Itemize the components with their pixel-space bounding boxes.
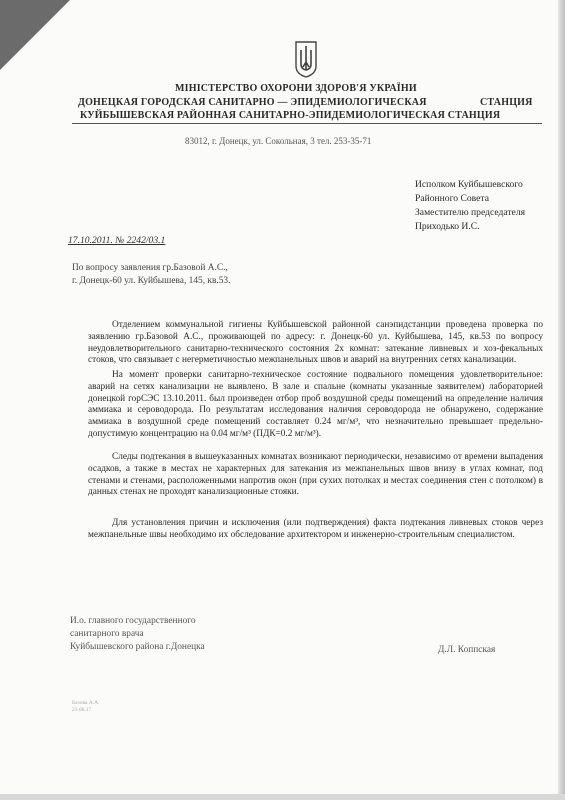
recipient-line: Заместителю председателя	[415, 207, 526, 218]
body-paragraph: Для установления причин и исключения (или подтверждения) факта подтекания ливневых стоков через межпанельные швы необходимо их обследование архитектором и инженерно-строительным специалистом.	[88, 518, 543, 540]
trident-emblem-icon	[293, 40, 319, 78]
outgoing-reference: 17.10.2011. № 2242/03.1	[68, 235, 166, 246]
header-district-station: КУЙБЫШЕВСКАЯ РАЙОННАЯ САНИТАРНО-ЭПИДЕМИОЛОГИЧЕСКАЯ СТАНЦИЯ	[80, 110, 501, 121]
signatory-line: И.о. главного государственного	[70, 616, 196, 626]
recipient-line: Исполком Куйбышевского	[415, 179, 523, 190]
body-paragraph: Следы подтекания в вышеуказанных комнатах возникают периодически, независимо от времени выпадения осадков, а также в местах не характерных для затекания из межпанельных швов внизу в углах комнат, под стенами и стенами, расположенными напротив окон (при сухих потолках и местах соединения стен с потолком) в данных стенах не проходят канализационные стояки.	[88, 452, 543, 498]
subject-block	[72, 262, 230, 288]
recipient-line: Приходько И.С.	[415, 221, 480, 232]
signatory-line: Куйбышевского района г.Донецка	[70, 642, 205, 652]
recipient-block	[415, 178, 525, 234]
header-ministry: МІНІСТЕРСТВО ОХОРОНИ ЗДОРОВ'Я УКРАЇНИ	[175, 83, 417, 94]
header-city-station-suffix: СТАНЦИЯ	[480, 97, 533, 108]
body-paragraph: На момент проверки санитарно-техническое состояние подвального помещения удовлетворительное: аварий на сетях канализации не выявлено. В зале и спальне (комнаты указанные заявителем) лабораторией донецкой горСЭС 13.10.2011. был произведен отбор проб воздушной среды помещений на определение наличия аммиака и сероводорода. По результатам исследования наличия сероводорода не обнаружено, содержание аммиака в воздушной среде помещений составляет 0.24 мг/м³, что незначительно превышает предельно-допустимую концентрацию на 0.04 мг/м³ (ПДК=0.2 мг/м³).	[88, 370, 543, 439]
subject-line: По вопросу заявления гр.Базовой А.С.,	[72, 263, 228, 273]
executor-line: Базова А.А.	[72, 700, 100, 706]
folded-corner	[0, 0, 70, 70]
header-address: 83012, г. Донецк, ул. Сокольная, 3 тел. 253-35-71	[185, 136, 372, 146]
scan-edge-bottom	[0, 794, 565, 800]
signatory-title	[70, 615, 205, 654]
subject-line: г. Донецк-60 ул. Куйбышева, 145, кв.53.	[72, 276, 231, 286]
executor-note	[72, 700, 100, 714]
body-paragraph: Отделением коммунальной гигиены Куйбышевской районной санэпидстанции проведена проверка по заявлению гр.Базовой А.С., проживающей по адресу: г. Донецк-60 ул. Куйбышева, 145, кв.53 по вопросу неудовлетворительного санитарно-технического состояния 2х комнат: затекание ливневых и хоз-фекальных стоков, что связывает с негерметичностью межпанельных швов и аварий на внутренних сетях канализации.	[88, 320, 543, 366]
signatory-name: Д.Л. Коппская	[438, 645, 496, 655]
signatory-line: санитарного врача	[70, 629, 144, 639]
executor-line: 23.08.17	[72, 707, 92, 713]
recipient-line: Районного Совета	[415, 193, 489, 204]
header-divider	[72, 123, 542, 124]
header-city-station: ДОНЕЦКАЯ ГОРОДСКАЯ САНИТАРНО — ЭПИДЕМИОЛОГИЧЕСКАЯ	[78, 97, 427, 108]
